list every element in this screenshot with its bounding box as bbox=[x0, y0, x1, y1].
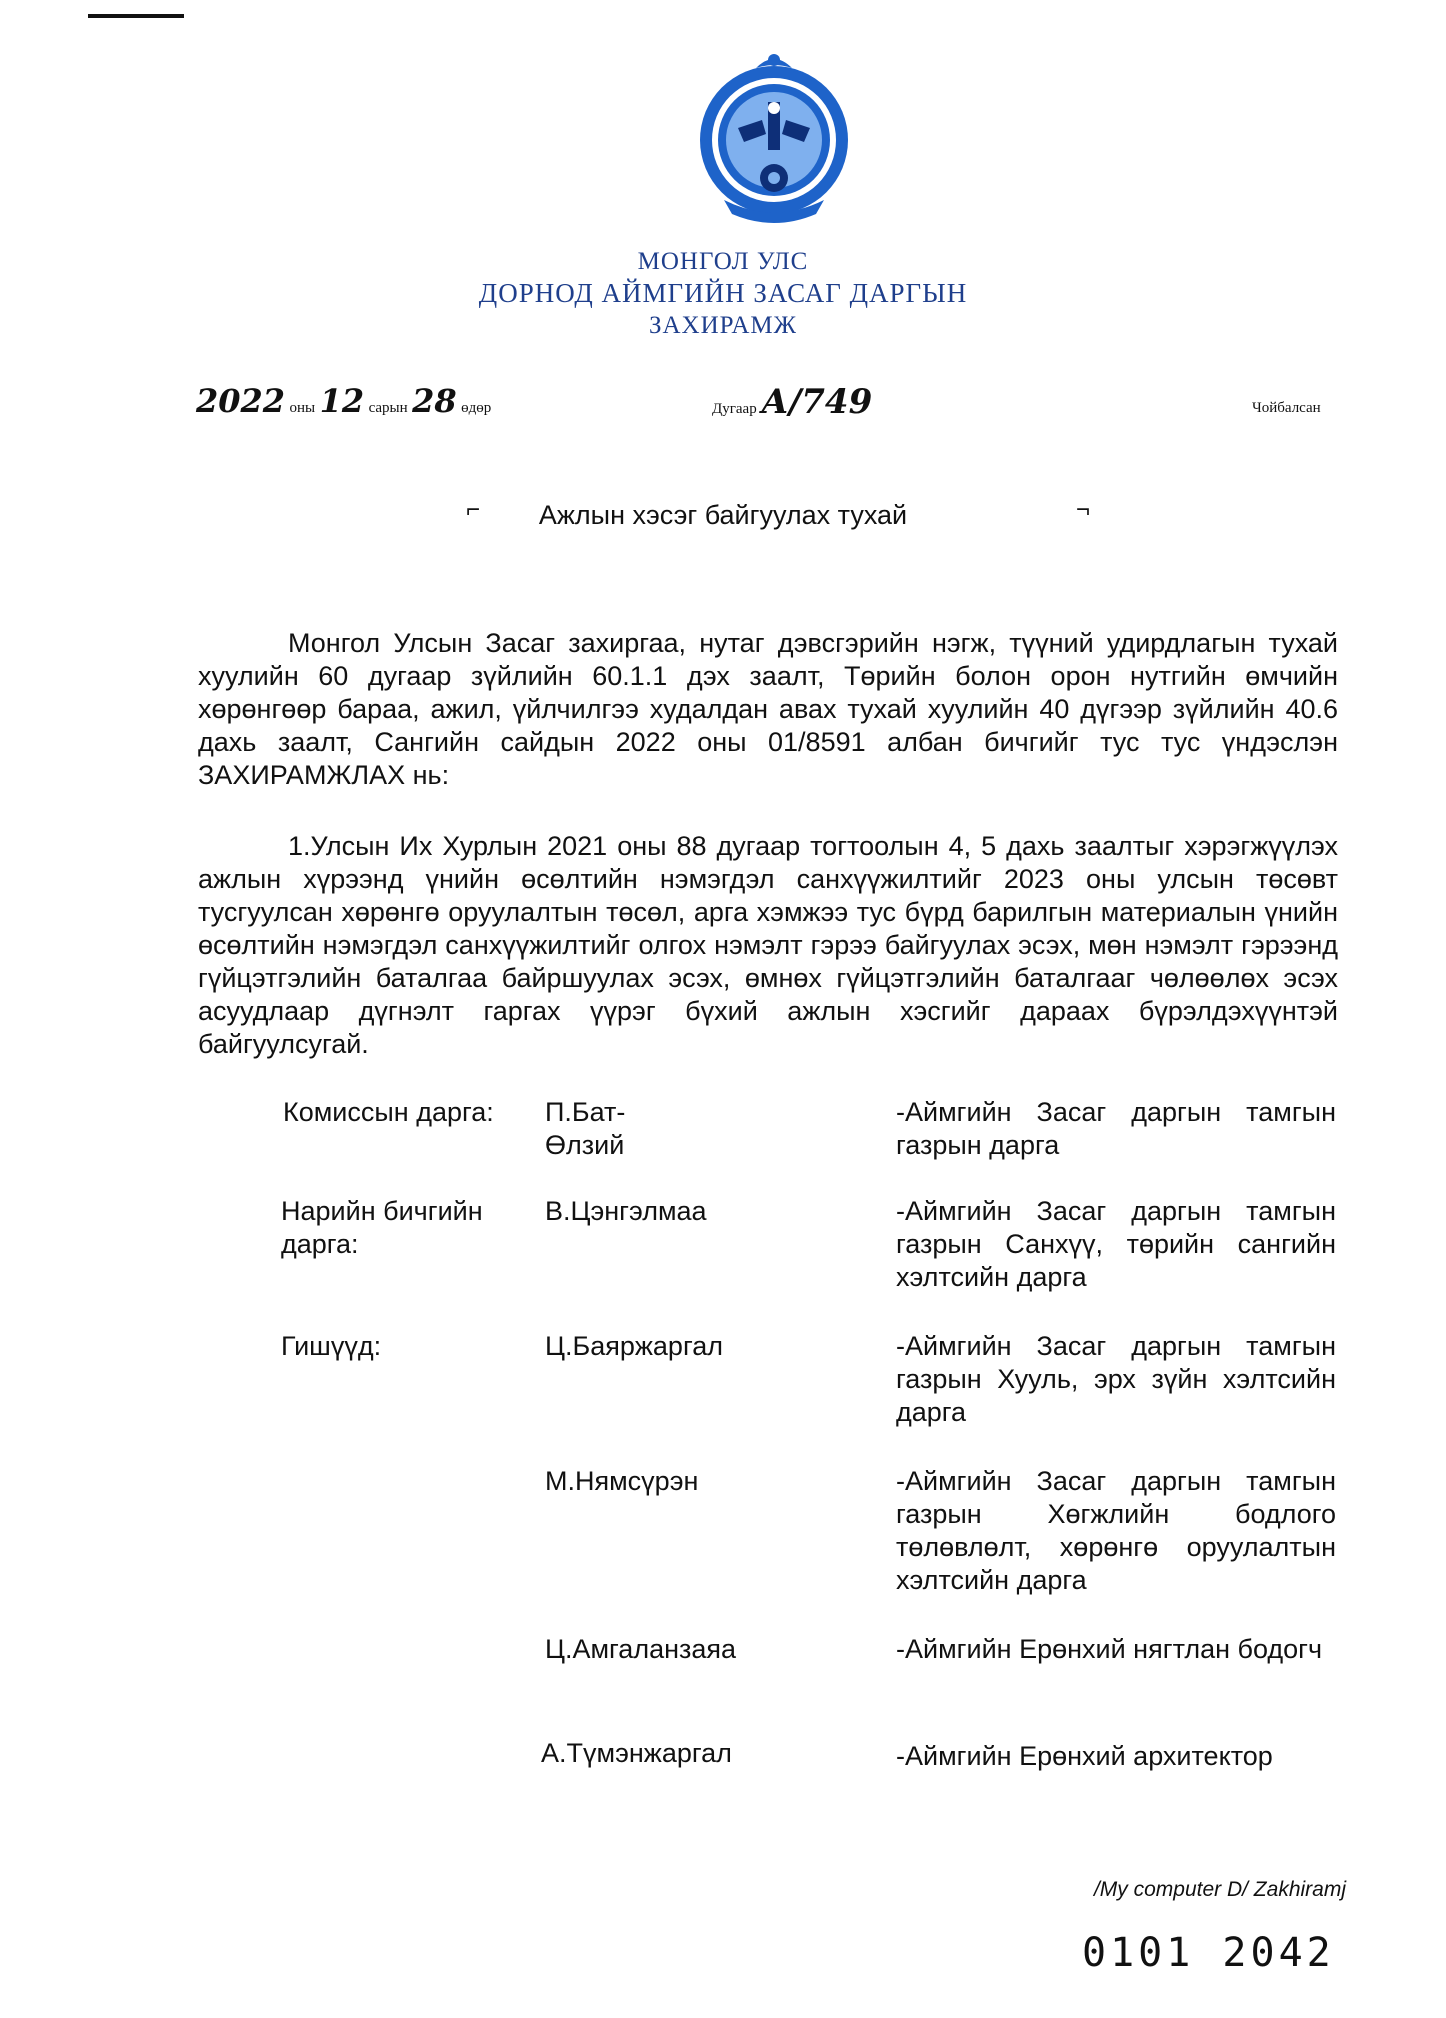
member-position: -Аймгийн Ерөнхий нягтлан бодогч bbox=[896, 1634, 1323, 1664]
number-value: А/749 bbox=[761, 382, 873, 422]
member-position: -Аймгийн Засаг даргын тамгын газрын Санхүү, төрийн сангийн хэлтсийн дарга bbox=[896, 1196, 1336, 1292]
corner-mark bbox=[88, 14, 184, 18]
dateline-date bbox=[196, 382, 491, 420]
member-name: Ц.Амгаланзаяа bbox=[545, 1634, 737, 1664]
member-name: В.Цэнгэлмаа bbox=[545, 1196, 707, 1226]
member-position: -Аймгийн Засаг даргын тамгын газрын Хууль, эрх зүйн хэлтсийн дарга bbox=[896, 1331, 1336, 1427]
state-emblem-icon bbox=[694, 50, 854, 230]
member-name: А.Түмэнжаргал bbox=[541, 1738, 732, 1768]
date-year-suffix: оны bbox=[289, 400, 316, 416]
date-day: 28 bbox=[412, 382, 457, 420]
title-close-bracket: ¬ bbox=[1076, 496, 1091, 523]
member-name: Ц.Баяржаргал bbox=[545, 1331, 723, 1361]
member-position: -Аймгийн Засаг даргын тамгын газрын дарга bbox=[896, 1097, 1336, 1160]
date-month-suffix: сарын bbox=[368, 400, 408, 416]
date-month: 12 bbox=[319, 382, 365, 420]
footer-serial-number: 0101 2042 bbox=[1082, 1930, 1335, 1976]
member-role: Комиссын дарга: bbox=[283, 1097, 494, 1127]
member-position: -Аймгийн Ерөнхий архитектор bbox=[896, 1741, 1273, 1771]
date-day-suffix: өдөр bbox=[461, 400, 492, 416]
header-country: МОНГОЛ УЛС bbox=[637, 248, 809, 275]
footer-file-path: /My computer D/ Zakhiramj bbox=[1093, 1878, 1346, 1901]
header-office: ДОРНОД АЙМГИЙН ЗАСАГ ДАРГЫН bbox=[478, 278, 968, 308]
member-name: М.Нямсүрэн bbox=[545, 1466, 699, 1496]
dateline-number bbox=[712, 382, 872, 422]
title-open-bracket: ⌐ bbox=[466, 496, 481, 523]
number-label: Дугаар bbox=[712, 401, 757, 417]
member-role: Гишүүд: bbox=[281, 1331, 382, 1361]
date-year: 2022 bbox=[196, 382, 286, 420]
member-name: П.Бат-Өлзий bbox=[545, 1097, 626, 1160]
header-doc-type: ЗАХИРАМЖ bbox=[648, 312, 798, 339]
member-role: Нарийн бичгийн дарга: bbox=[281, 1196, 483, 1259]
body-paragraph-2: 1.Улсын Их Хурлын 2021 оны 88 дугаар тогтоолын 4, 5 дахь заалтыг хэрэгжүүлэх ажлын хүрээнд үнийн өсөлтийн нэмэгдэл санхүүжилтийг 2023 оны улсын төсөвт тусгуулсан хөрөнгө оруулалтын төсөл, арга хэмжээ тус бүрд барилгын материалын үнийн өсөлтийн нэмэгдэл санхүүжилтийг олгох нэмэлт гэрээ байгуулах эсэх, мөн нэмэлт гэрээнд гүйцэтгэлийн баталгаа байршуулах эсэх, өмнөх гүйцэтгэлийн баталгааг чөлөөлөх эсэх асуудлаар дүгнэлт гаргах үүрэг бүхий ажлын хэсгийг дараах бүрэлдэхүүнтэй байгуулсугай. bbox=[198, 831, 1338, 1059]
member-position: -Аймгийн Засаг даргын тамгын газрын Хөгжлийн бодлого төлөвлөлт, хөрөнгө оруулалтын хэлтсийн дарга bbox=[896, 1466, 1336, 1595]
document-title: Ажлын хэсэг байгуулах тухай bbox=[538, 500, 908, 530]
body-paragraph-1: Монгол Улсын Засаг захиргаа, нутаг дэвсгэрийн нэгж, түүний удирдлагын тухай хуулийн 60 дугаар зүйлийн 60.1.1 дэх заалт, Төрийн болон орон нутгийн өмчийн хөрөнгөөр бараа, ажил, үйлчилгээ худалдан авах тухай хуулийн 40 дүгээр зүйлийн 40.6 дахь заалт, Сангийн сайдын 2022 оны 01/8591 албан бичгийг тус тус үндэслэн ЗАХИРАМЖЛАХ нь: bbox=[198, 628, 1338, 790]
dateline-place: Чойбалсан bbox=[1252, 400, 1321, 416]
